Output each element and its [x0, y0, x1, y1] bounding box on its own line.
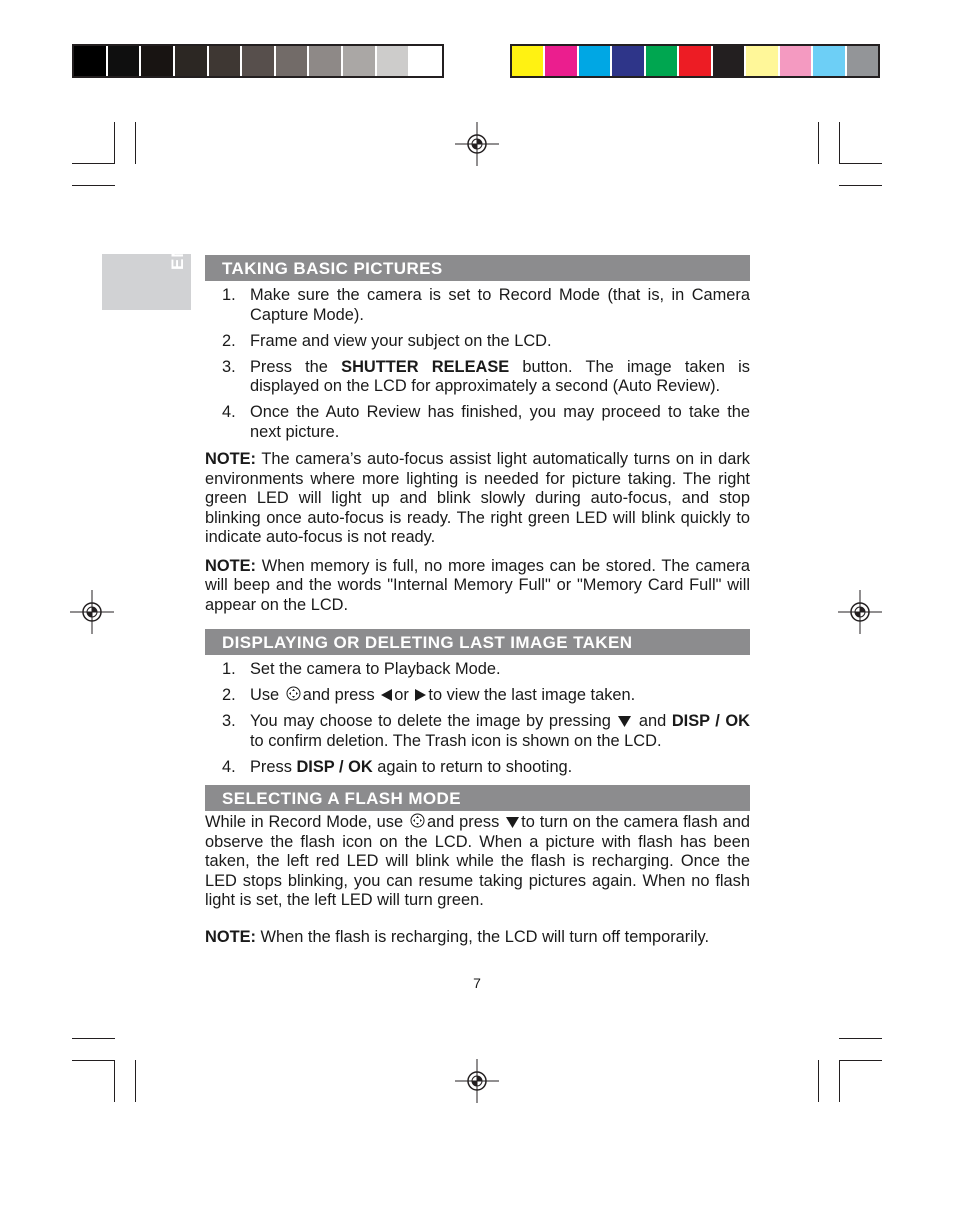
color-swatch	[309, 46, 343, 76]
color-swatch	[209, 46, 243, 76]
color-swatch	[679, 46, 712, 76]
down-arrow-icon	[506, 817, 519, 828]
flash-instructions: While in Record Mode, use and press to turn on the camera flash and observe the flash icon on the LCD. When a picture with flash has been taken, the left red LED will blink while the flash is recharging. Once the LED stops blinking, you can resume taking pictures again. When no flash light is set, the left LED will turn green.	[205, 813, 750, 909]
crop-mark	[135, 1060, 136, 1102]
crop-mark	[839, 1060, 882, 1061]
color-swatch	[512, 46, 545, 76]
crop-mark	[839, 1060, 840, 1102]
color-swatch	[141, 46, 175, 76]
nav-pad-icon	[286, 686, 301, 701]
crop-mark	[818, 1060, 819, 1102]
color-swatch	[646, 46, 679, 76]
color-swatch	[410, 46, 442, 76]
down-arrow-icon	[618, 716, 631, 727]
note-autofocus: NOTE: The camera’s auto-focus assist light automatically turns on in dark environments where more lighting is needed for picture taking. The right green LED will light up and blink slowly during auto-focus, and stop blinking once auto-focus is ready. The right green LED will blink quickly to indicate auto-focus is not ready.	[205, 450, 750, 546]
grayscale-calibration-bar	[72, 44, 444, 78]
section-header-taking-basic-pictures: TAKING BASIC PICTURES	[205, 255, 750, 281]
list-item: 4. Press DISP / OK again to return to shooting.	[222, 757, 573, 776]
registration-mark-icon	[838, 590, 882, 634]
crop-mark	[114, 1060, 115, 1102]
nav-pad-icon	[410, 813, 425, 828]
list-item: 3. You may choose to delete the image by pressing and DISP / OK to confirm deletion. The Trash icon is shown on the LCD.	[222, 712, 750, 750]
note-flash-recharging: NOTE: When the flash is recharging, the LCD will turn off temporarily.	[205, 927, 710, 946]
color-swatch	[175, 46, 209, 76]
note-memory-full: NOTE: When memory is full, no more images can be stored. The camera will beep and the words "Internal Memory Full" or "Memory Card Full" will appear on the LCD.	[205, 556, 750, 614]
registration-mark-icon	[70, 590, 114, 634]
crop-mark	[72, 163, 115, 164]
crop-mark	[135, 122, 136, 164]
color-swatch	[780, 46, 813, 76]
color-swatch	[377, 46, 411, 76]
list-item: 2. Frame and view your subject on the LCD.	[222, 331, 552, 350]
crop-mark	[839, 163, 882, 164]
color-swatch	[847, 46, 878, 76]
list-item: 3. Press the SHUTTER RELEASE button. The image taken is displayed on the LCD for approximately a second (Auto Review).	[222, 357, 750, 395]
color-swatch	[545, 46, 578, 76]
registration-mark-icon	[455, 122, 499, 166]
crop-mark	[839, 1038, 882, 1039]
color-swatch	[713, 46, 746, 76]
list-item: 1. Make sure the camera is set to Record Mode (that is, in Camera Capture Mode).	[222, 286, 750, 324]
color-calibration-bar	[510, 44, 880, 78]
list-item: 1. Set the camera to Playback Mode.	[222, 660, 501, 678]
display-steps-list	[205, 660, 750, 777]
crop-mark	[72, 1038, 115, 1039]
section-header-flash-mode: SELECTING A FLASH MODE	[205, 785, 750, 811]
left-arrow-icon	[381, 689, 392, 701]
color-swatch	[813, 46, 846, 76]
color-swatch	[746, 46, 779, 76]
color-swatch	[343, 46, 377, 76]
color-swatch	[242, 46, 276, 76]
page-content	[205, 255, 750, 947]
crop-mark	[72, 185, 115, 186]
crop-mark	[818, 122, 819, 164]
page-number: 7	[473, 975, 481, 991]
list-item: 2. Use and press or to view the last image taken.	[222, 686, 636, 704]
language-tab-label: EN	[168, 244, 187, 270]
registration-mark-icon	[455, 1059, 499, 1103]
crop-mark	[114, 122, 115, 164]
crop-mark	[72, 1060, 115, 1061]
language-tab	[102, 244, 191, 310]
list-item: 4. Once the Auto Review has finished, you may proceed to take the next picture.	[222, 403, 750, 441]
color-swatch	[276, 46, 310, 76]
right-arrow-icon	[415, 689, 426, 701]
crop-mark	[839, 122, 840, 164]
color-swatch	[74, 46, 108, 76]
color-swatch	[612, 46, 645, 76]
section-header-displaying-deleting: DISPLAYING OR DELETING LAST IMAGE TAKEN	[205, 629, 750, 655]
color-swatch	[108, 46, 142, 76]
color-swatch	[579, 46, 612, 76]
crop-mark	[839, 185, 882, 186]
basic-steps-list	[205, 286, 750, 442]
